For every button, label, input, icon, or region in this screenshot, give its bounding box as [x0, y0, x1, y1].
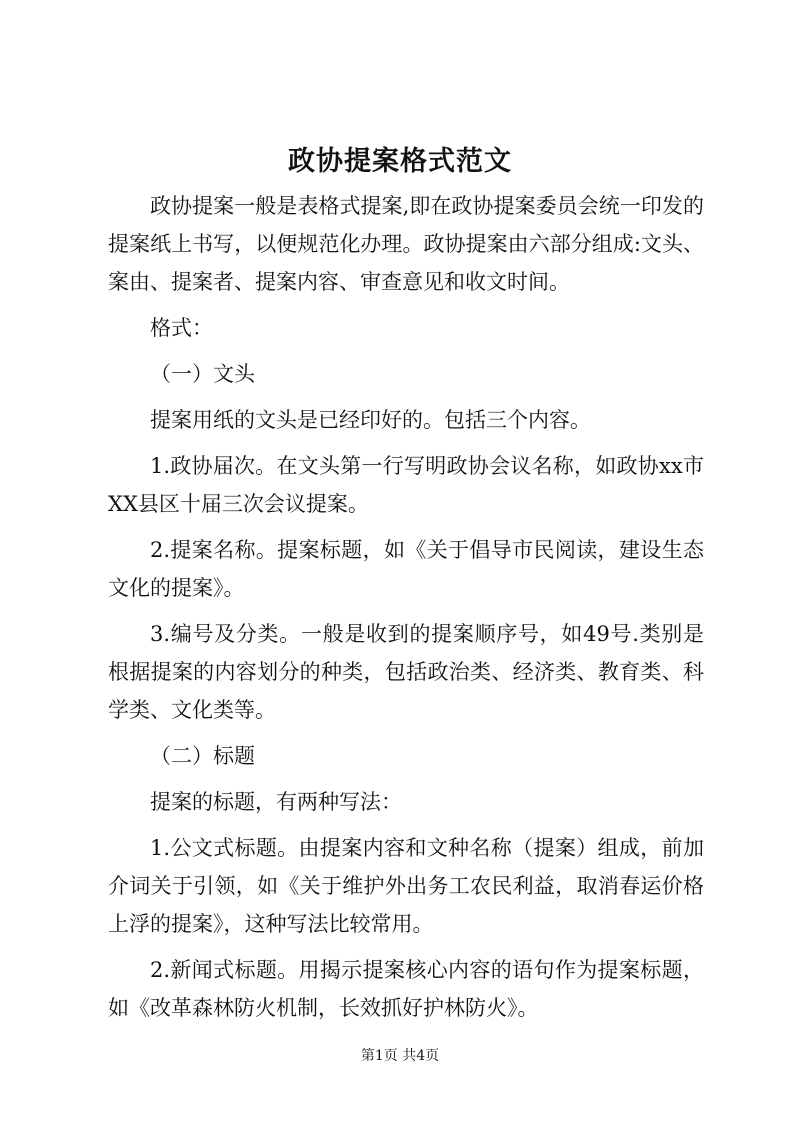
paragraph-title-desc: 提案的标题，有两种写法： — [150, 790, 402, 814]
paragraph-intro: 政协提案一般是表格式提案,即在政协提案委员会统一印发的提案纸上书写，以便规范化办理。政协提案由六部分组成:文头、案由、提案者、提案内容、审查意见和收文时间。 — [108, 194, 704, 294]
paragraph-official-title: 1.公文式标题。由提案内容和文种名称（提案）组成，前加介词关于引领，如《关于维护外出务工农民利益，取消春运价格上浮的提案》，这种写法比较常用。 — [108, 836, 704, 936]
section-heading-title: （二）标题 — [150, 744, 255, 768]
paragraph-news-title: 2.新闻式标题。用揭示提案核心内容的语句作为提案标题，如《改革森林防火机制，长效抓好护林防火》。 — [108, 958, 704, 1020]
paragraph-item-number: 3.编号及分类。一般是收到的提案顺序号，如49号.类别是根据提案的内容划分的种类，包括政治类、经济类、教育类、科学类、文化类等。 — [108, 622, 704, 722]
paragraph-item-name: 2.提案名称。提案标题，如《关于倡导市民阅读，建设生态文化的提案》。 — [108, 538, 704, 600]
page-title: 政协提案格式范文 — [288, 146, 512, 177]
paragraph-format-label: 格式： — [150, 316, 213, 340]
paragraph-header-desc: 提案用纸的文头是已经印好的。包括三个内容。 — [150, 408, 591, 432]
page-footer: 第1页 共4页 — [360, 1048, 440, 1064]
paragraph-item-session: 1.政协届次。在文头第一行写明政协会议名称，如政协xx市XX县区十届三次会议提案。 — [108, 454, 704, 516]
document-body — [108, 187, 704, 1035]
section-heading-header: （一）文头 — [150, 362, 255, 386]
